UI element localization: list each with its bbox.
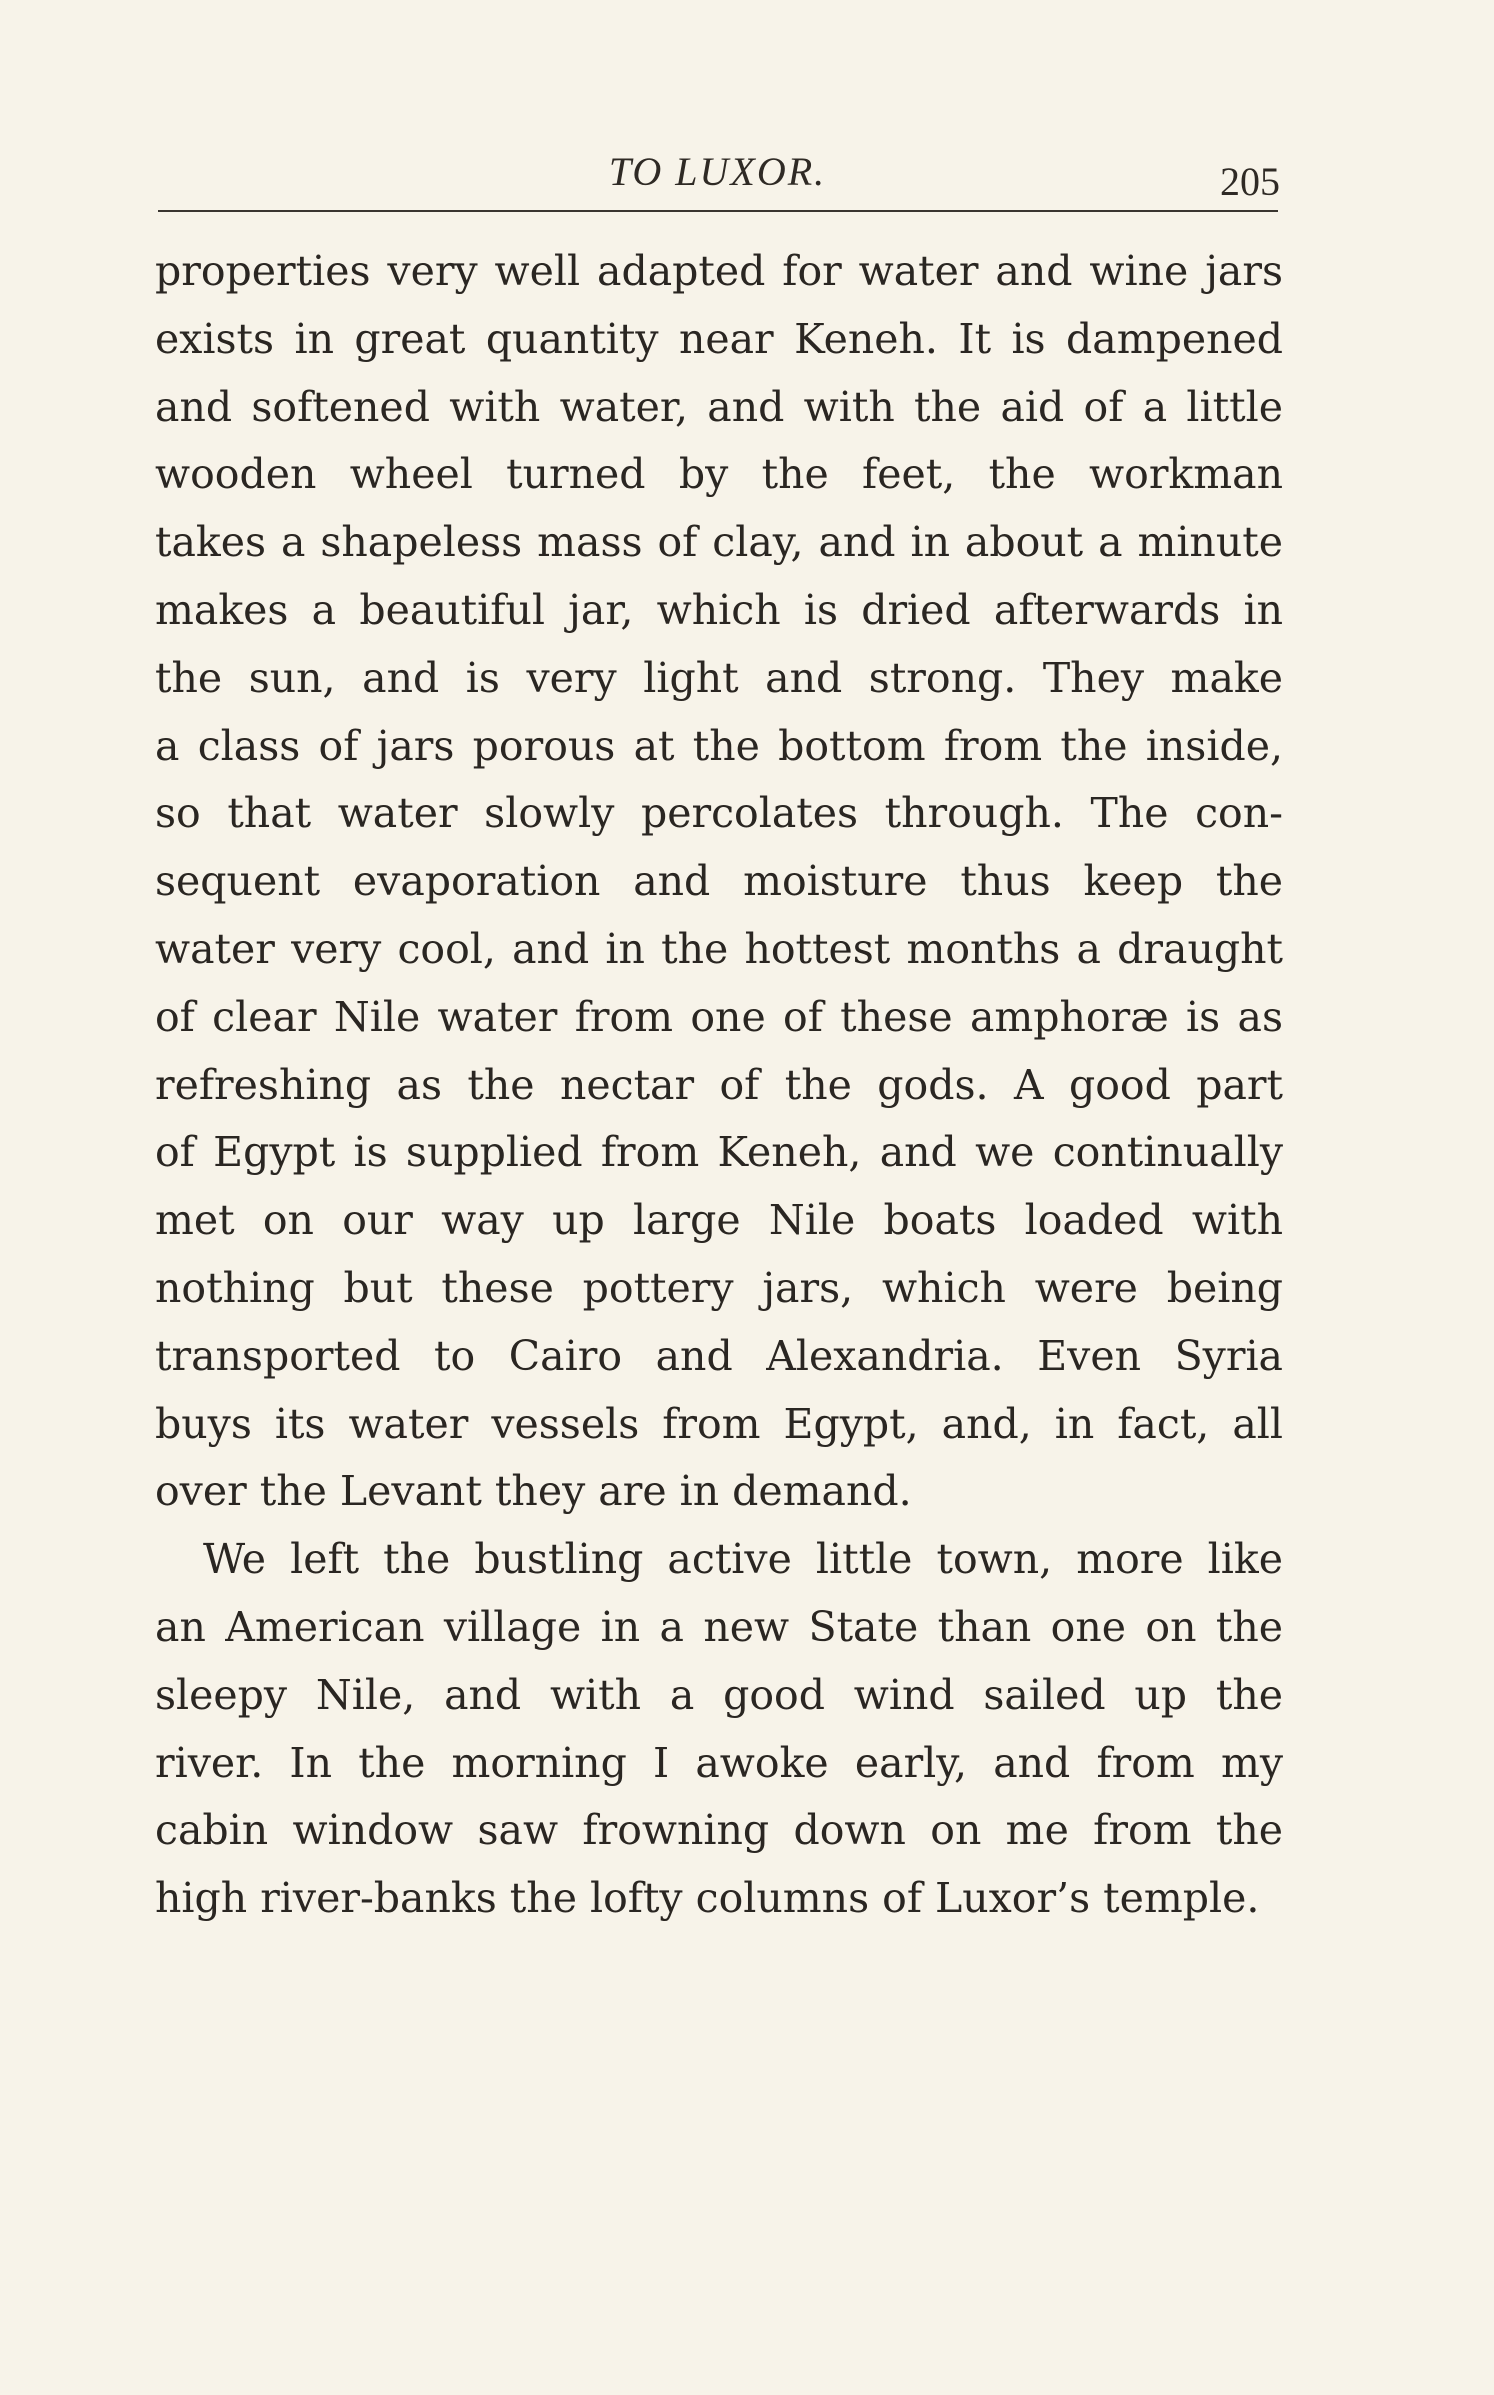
text-line: exists in great quantity near Keneh. It is dampened: [155, 314, 1283, 363]
text-line: over the Levant they are in demand.: [155, 1467, 912, 1516]
text-line: so that water slowly percolates through. The con-: [155, 789, 1283, 838]
text-line: refreshing as the nectar of the gods. A good part: [155, 1060, 1283, 1109]
text-line: sequent evaporation and moisture thus keep the: [155, 857, 1283, 906]
paragraph-2: [155, 1526, 1283, 1933]
text-line: cabin window saw frowning down on me from the: [155, 1806, 1283, 1855]
running-title: TO LUXOR.: [608, 149, 827, 194]
paragraph-1: [155, 238, 1283, 1526]
text-line: makes a beautiful jar, which is dried afterwards in: [155, 585, 1283, 634]
text-line: and softened with water, and with the aid of a little: [155, 382, 1283, 431]
text-line: wooden wheel turned by the feet, the workman: [155, 450, 1283, 499]
running-header: [155, 140, 1280, 210]
text-line: an American village in a new State than one on the: [155, 1602, 1283, 1651]
header-rule: [158, 210, 1278, 212]
text-line: sleepy Nile, and with a good wind sailed up the: [155, 1670, 1283, 1719]
text-line: takes a shapeless mass of clay, and in about a minute: [155, 518, 1283, 567]
text-line: of clear Nile water from one of these amphoræ is as: [155, 992, 1283, 1041]
body-text: [155, 238, 1283, 1933]
text-line: of Egypt is supplied from Keneh, and we continually: [155, 1128, 1283, 1177]
text-line: the sun, and is very light and strong. They make: [155, 653, 1283, 702]
text-line: buys its water vessels from Egypt, and, in fact, all: [155, 1399, 1283, 1448]
text-line: transported to Cairo and Alexandria. Even Syria: [155, 1331, 1283, 1380]
text-line: met on our way up large Nile boats loaded with: [155, 1196, 1283, 1245]
text-line: properties very well adapted for water and wine jars: [155, 247, 1283, 295]
text-line: We left the bustling active little town, more like: [203, 1535, 1283, 1584]
text-line: a class of jars porous at the bottom from the inside,: [155, 721, 1283, 770]
text-line: water very cool, and in the hottest months a draught: [155, 924, 1283, 973]
page-number: 205: [1220, 159, 1280, 204]
text-line: high river-banks the lofty columns of Luxor’s temple.: [155, 1874, 1260, 1923]
text-line: river. In the morning I awoke early, and from my: [155, 1738, 1283, 1787]
text-line: nothing but these pottery jars, which were being: [155, 1263, 1283, 1312]
